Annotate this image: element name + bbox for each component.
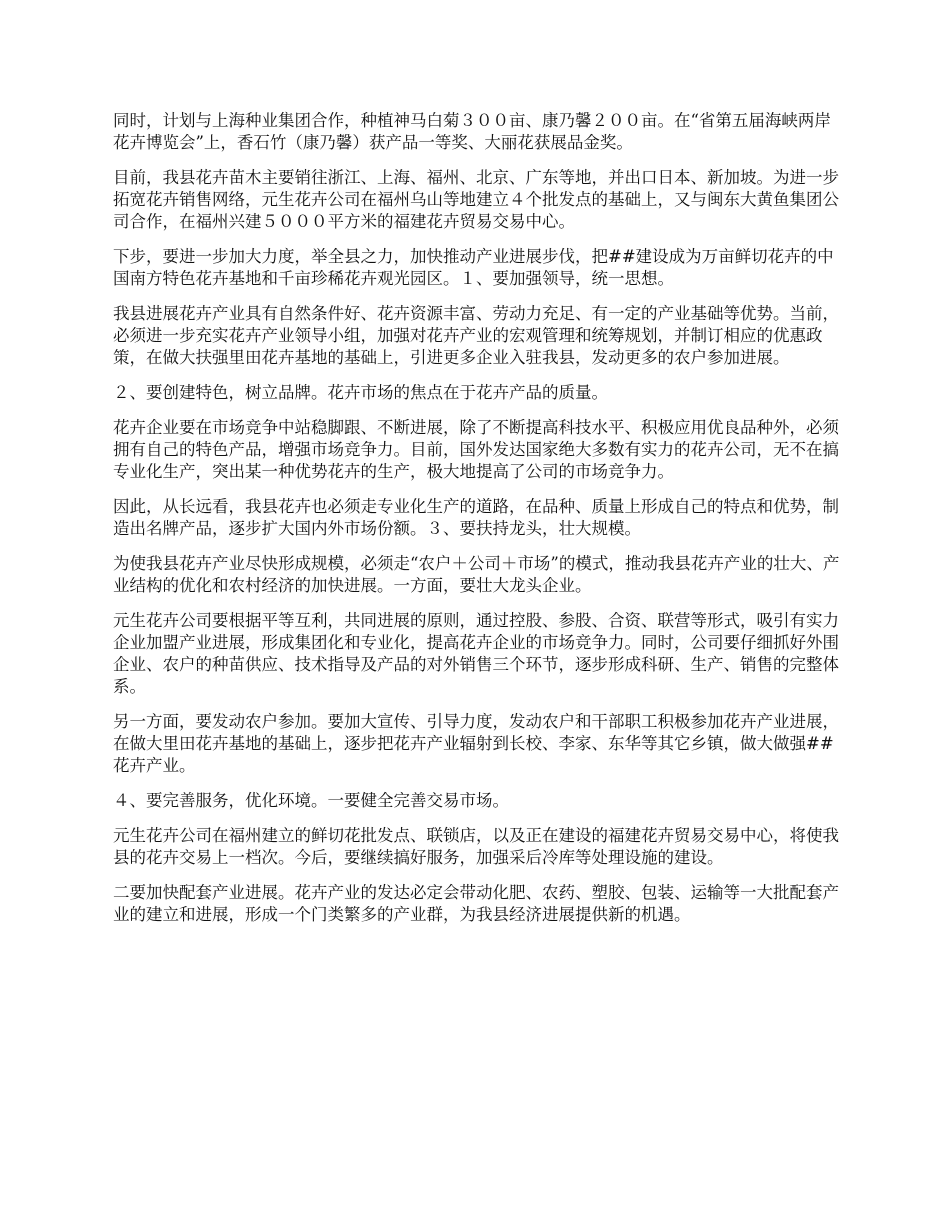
paragraph-5: ２、要创建特色，树立品牌。花卉市场的焦点在于花卉产品的质量。	[113, 383, 608, 402]
paragraph-7: 因此，从长远看，我县花卉也必须走专业化生产的道路，在品种、质量上形成自己的特点和优势，制造出名牌产品，逐步扩大国内外市场份额。３、要扶持龙头，壮大规模。	[113, 497, 839, 538]
paragraph-10: 另一方面，要发动农户参加。要加大宣传、引导力度，发动农户和干部职工积极参加花卉产业进展，在做大里田花卉基地的基础上，逐步把花卉产业辐射到长校、李家、东华等其它乡镇，做大做强##花卉产业。	[113, 712, 839, 775]
paragraph-12: 元生花卉公司在福州建立的鲜切花批发点、联锁店，以及正在建设的福建花卉贸易交易中心，将使我县的花卉交易上一档次。今后，要继续搞好服务，加强采后冷库等处理设施的建设。	[113, 826, 839, 867]
paragraph-1: 同时，计划与上海种业集团合作，种植神马白菊３００亩、康乃馨２００亩。在“省第五届海峡两岸花卉博览会”上，香石竹（康乃馨）获产品一等奖、大丽花获展品金奖。	[113, 111, 831, 152]
paragraph-6: 花卉企业要在市场竞争中站稳脚跟、不断进展，除了不断提高科技水平、积极应用优良品种外，必须拥有自己的特色产品，增强市场竞争力。目前，国外发达国家绝大多数有实力的花卉公司，无不在搞专业化生产，突出某一种优势花卉的生产，极大地提高了公司的市场竞争力。	[113, 418, 839, 481]
paragraph-3: 下步，要进一步加大力度，举全县之力，加快推动产业进展步伐，把##建设成为万亩鲜切花卉的中国南方特色花卉基地和千亩珍稀花卉观光园区。１、要加强领导，统一思想。	[113, 247, 834, 288]
paragraph-11: ４、要完善服务，优化环境。一要健全完善交易市场。	[113, 791, 509, 810]
document-body	[113, 110, 841, 939]
paragraph-2: 目前，我县花卉苗木主要销往浙江、上海、福州、北京、广东等地，并出口日本、新加坡。为进一步拓宽花卉销售网络，元生花卉公司在福州乌山等地建立４个批发点的基础上，又与闽东大黄鱼集团公司合作，在福州兴建５０００平方米的福建花卉贸易交易中心。	[113, 168, 839, 231]
paragraph-13: 二要加快配套产业进展。花卉产业的发达必定会带动化肥、农药、塑胶、包装、运输等一大批配套产业的建立和进展，形成一个门类繁多的产业群，为我县经济进展提供新的机遇。	[113, 883, 839, 924]
paragraph-8: 为使我县花卉产业尽快形成规模，必须走“农户＋公司＋市场”的模式，推动我县花卉产业的壮大、产业结构的优化和农村经济的加快进展。一方面，要壮大龙头企业。	[113, 554, 840, 595]
paragraph-4: 我县进展花卉产业具有自然条件好、花卉资源丰富、劳动力充足、有一定的产业基础等优势。当前，必须进一步充实花卉产业领导小组，加强对花卉产业的宏观管理和统筹规划，并制订相应的优惠政策，在做大扶强里田花卉基地的基础上，引进更多企业入驻我县，发动更多的农户参加进展。	[113, 304, 839, 367]
paragraph-9: 元生花卉公司要根据平等互利，共同进展的原则，通过控股、参股、合资、联营等形式，吸引有实力企业加盟产业进展，形成集团化和专业化，提高花卉企业的市场竞争力。同时，公司要仔细抓好外围企业、农户的种苗供应、技术指导及产品的对外销售三个环节，逐步形成科研、生产、销售的完整体系。	[113, 611, 839, 696]
